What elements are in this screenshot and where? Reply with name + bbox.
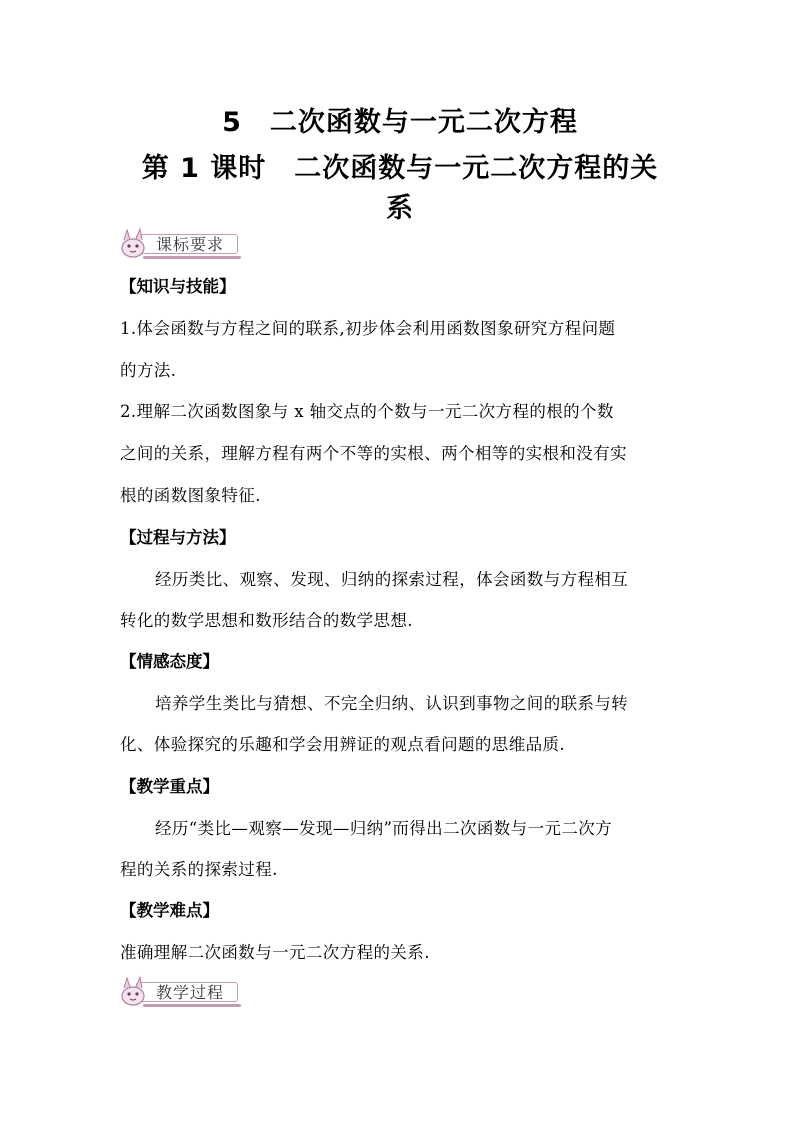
knowledge-heading: 【知识与技能】: [120, 277, 236, 296]
keypoint-heading: 【教学重点】: [120, 777, 219, 796]
paragraph-line: 化、体验探究的乐趣和学会用辨证的观点看问题的思维品质.: [120, 735, 566, 754]
paragraph-line: 培养学生类比与猜想、不完全归纳、认识到事物之间的联系与转: [155, 694, 629, 713]
process-badge: [118, 976, 244, 1006]
lesson-title: 5 二次函数与一元二次方程: [222, 107, 578, 138]
paragraph-line: 2.理解二次函数图象与 x 轴交点的个数与一元二次方程的根的个数: [120, 402, 614, 421]
badge-label: 课标要求: [156, 235, 225, 254]
standards-badge: [118, 228, 244, 258]
paragraph-line: 转化的数学思想和数形结合的数学思想.: [120, 611, 413, 630]
paragraph-line: 根的函数图象特征.: [120, 486, 261, 505]
difficulty-heading: 【教学难点】: [120, 901, 219, 920]
paragraph-line: 之间的关系，理解方程有两个不等的实根、两个相等的实根和没有实: [120, 444, 627, 463]
paragraph-line: 经历类比、观察、发现、归纳的探索过程，体会函数与方程相互: [155, 570, 629, 589]
mascot-icon: [118, 226, 152, 260]
mascot-icon: [118, 974, 152, 1008]
badge-label: 教学过程: [156, 983, 225, 1002]
paragraph-line: 的方法.: [120, 361, 177, 380]
paragraph-line: 程的关系的探索过程.: [120, 860, 278, 879]
paragraph-line: 1.体会函数与方程之间的联系,初步体会利用函数图象研究方程问题: [120, 319, 616, 338]
attitude-heading: 【情感态度】: [120, 652, 219, 671]
paragraph-line: 准确理解二次函数与一元二次方程的关系.: [120, 943, 430, 962]
process-heading: 【过程与方法】: [120, 528, 236, 547]
paragraph-line: 经历“类比—观察—发现—归纳”而得出二次函数与一元二次方: [155, 819, 613, 838]
lesson-subtitle: 第 1 课时 二次函数与一元二次方程的关: [141, 153, 659, 184]
lesson-subtitle-continued: 系: [386, 193, 414, 224]
